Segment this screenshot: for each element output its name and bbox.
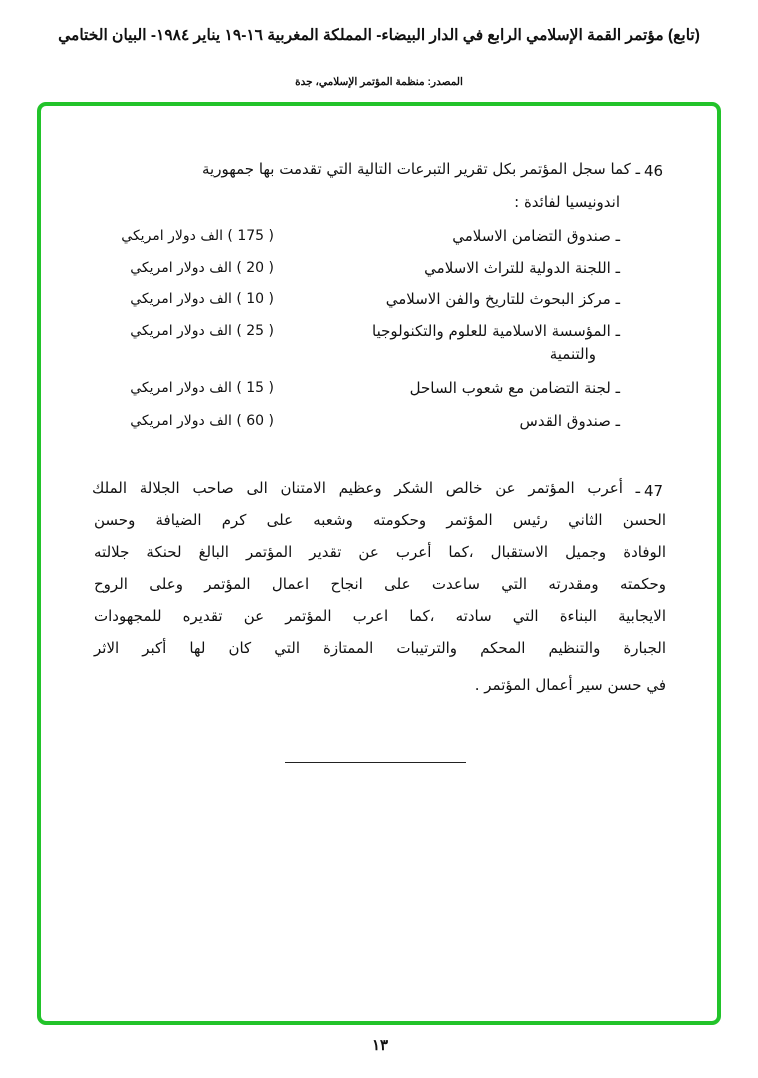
item-47-line: الحسن الثاني رئيس المؤتمر وحكومته وشعبه على كرم الضيافة وحسن — [94, 511, 666, 529]
donation-label: ـ المؤسسة الاسلامية للعلوم والتكنولوجيا — [372, 322, 620, 340]
document-title: (تابع) مؤتمر القمة الإسلامي الرابع في الدار البيضاء- المملكة المغربية ١٦-١٩ يناير ١٩٨٤- البيان الختامي — [58, 27, 700, 44]
item-46-line-1: ـ كما سجل المؤتمر بكل تقرير التبرعات التالية التي تقدمت بها جمهورية — [201, 160, 640, 178]
item-47-line: الوفادة وجميل الاستقبال ،كما أعرب عن تقدير المؤتمر البالغ لحنكة جلالته — [94, 543, 666, 561]
item-47-line: ـ أعرب المؤتمر عن خالص الشكر وعظيم الامتنان الى صاحب الجلالة الملك — [92, 479, 640, 497]
item-46-line-2: اندونيسيا لفائدة : — [514, 193, 620, 211]
donation-label-continued: والتنمية — [549, 345, 596, 363]
item-number: 47 — [644, 482, 664, 500]
page-number: ١٣ — [371, 1037, 389, 1054]
donation-amount: ( 20 ) الف دولار امريكي — [130, 260, 274, 276]
donation-amount: ( 10 ) الف دولار امريكي — [130, 291, 274, 307]
donation-label: ـ صندوق القدس — [519, 412, 620, 430]
donation-label: ـ لجنة التضامن مع شعوب الساحل — [409, 379, 620, 397]
item-number: 46 — [644, 162, 664, 180]
item-47-line: وحكمته ومقدرته التي ساعدت على انجاح اعمال المؤتمر وعلى الروح — [94, 575, 666, 593]
donation-label: ـ صندوق التضامن الاسلامي — [452, 227, 620, 245]
donation-label: ـ اللجنة الدولية للتراث الاسلامي — [424, 259, 620, 277]
closing-rule — [285, 762, 466, 763]
item-47-line: الايجابية البناءة التي سادته ،كما اعرب المؤتمر عن تقديره للمجهودات — [94, 607, 666, 625]
donation-label: ـ مركز البحوث للتاريخ والفن الاسلامي — [385, 290, 620, 308]
donation-amount: ( 175 ) الف دولار امريكي — [121, 228, 274, 244]
donation-amount: ( 15 ) الف دولار امريكي — [130, 380, 274, 396]
donation-amount: ( 25 ) الف دولار امريكي — [130, 323, 274, 339]
donation-amount: ( 60 ) الف دولار امريكي — [130, 413, 274, 429]
item-47-line: في حسن سير أعمال المؤتمر . — [474, 676, 666, 694]
document-source: المصدر: منظمة المؤتمر الإسلامي، جدة — [295, 76, 463, 88]
item-47-line: الجبارة والتنظيم المحكم والترتيبات الممتازة التي كان لها أكبر الاثر — [94, 639, 666, 657]
